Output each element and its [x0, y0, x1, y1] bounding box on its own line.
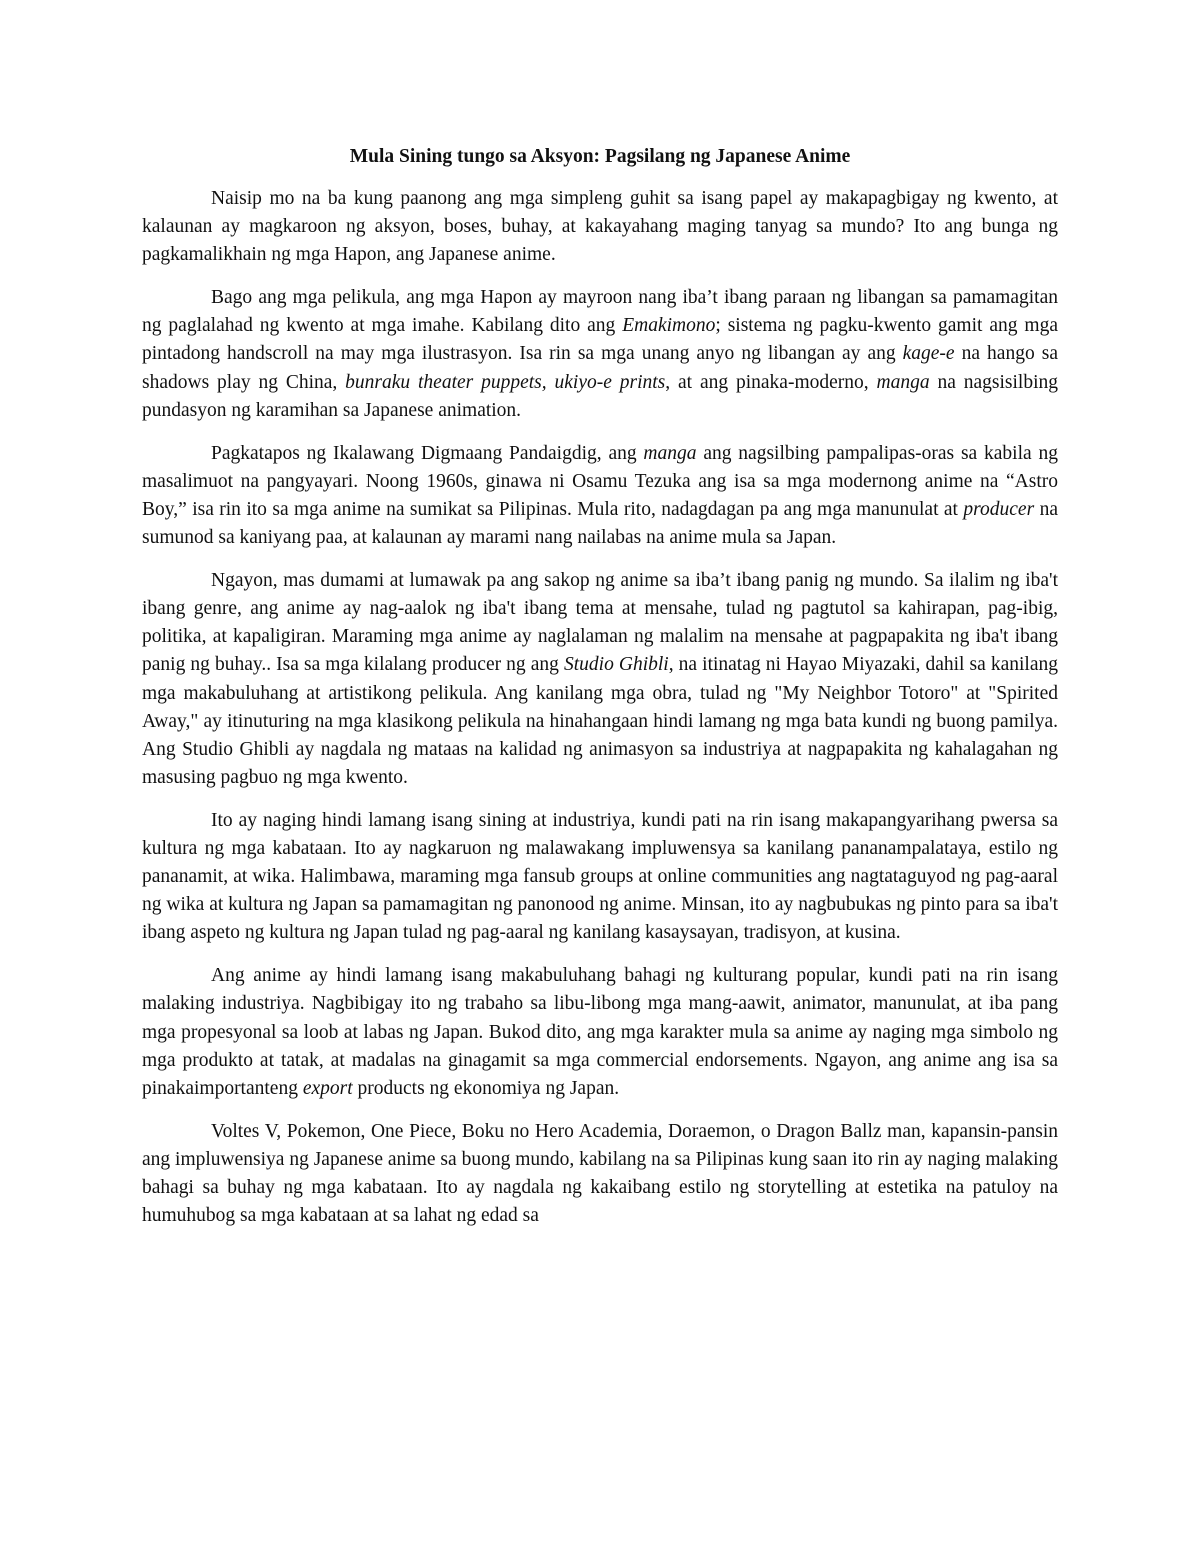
paragraph: [142, 567, 1058, 792]
italic-text: bunraku theater puppets, ukiyo-e prints: [345, 371, 666, 393]
paragraph: [142, 185, 1058, 269]
italic-text: Emakimono: [622, 315, 716, 337]
text-run: na sumunod sa kaniyang paa, at kalaunan ay marami nang nailabas na anime mula sa Japan.: [142, 498, 1058, 549]
italic-text: kage-e: [902, 343, 955, 365]
italic-text: manga: [876, 371, 930, 393]
text-run: ang nagsilbing pampalipas-oras sa kabila ng masalimuot na pangyayari. Noong 1960s, ginawa ni Osamu Tezuka ang isa sa mga modernong anime na “Astro Boy,” isa rin ito sa mga anime na sumikat sa Pilipinas. Mula rito, nadagdagan pa ang mga manunulat at: [142, 442, 1058, 520]
text-run: Ito ay naging hindi lamang isang sining at industriya, kundi pati na rin isang makapangyarihang pwersa sa kultura ng mga kabataan. Ito ay nagkaruon ng malawakang impluwensya sa kanilang pananampalataya, estilo ng pananamit, at wika. Halimbawa, maraming mga fansub groups at online communities ang nagtataguyod ng pag-aaral ng wika at kultura ng Japan sa pamamagitan ng panonood ng anime. Minsan, ito ay nagbubukas ng pinto para sa iba't ibang aspeto ng kultura ng Japan tulad ng pag-aaral ng kanilang kasaysayan, tradisyon, at kusina.: [142, 809, 1058, 944]
text-run: Ang anime ay hindi lamang isang makabuluhang bahagi ng kulturang popular, kundi pati na rin isang malaking industriya. Nagbibigay ito ng trabaho sa libu-libong mga mang-aawit, animator, manunulat, at iba pang mga propesyonal sa loob at labas ng Japan. Bukod dito, ang mga karakter mula sa anime ay naging mga simbolo ng mga produkto at tatak, at madalas na ginagamit sa mga commercial endorsements. Ngayon, ang anime ang isa sa pinakaimportanteng: [142, 965, 1058, 1099]
document-body: [142, 185, 1058, 1230]
text-run: , at ang pinaka-moderno,: [665, 371, 877, 393]
text-run: , na itinatag ni Hayao Miyazaki, dahil sa kanilang mga makabuluhang at artistikong pelikula. Ang kanilang mga obra, tulad ng "My Neighbor Totoro" at "Spirited Away," ay itinuturing na mga klasikong pelikula na hinahangaan hindi lamang ng mga bata kundi ng buong pamilya. Ang Studio Ghibli ay nagdala ng mataas na kalidad ng animasyon sa industriya at nagpapakita ng kahalagahan ng masusing pagbuo ng mga kwento.: [142, 654, 1059, 788]
text-run: Bago ang mga pelikula, ang mga Hapon ay mayroon nang iba’t ibang paraan ng libangan sa pamamagitan ng paglalahad ng kwento at mga imahe. Kabilang dito ang: [142, 287, 1058, 337]
text-run: Voltes V, Pokemon, One Piece, Boku no Hero Academia, Doraemon, o Dragon Ballz man, kapansin-pansin ang impluwensiya ng Japanese anime sa buong mundo, kabilang na sa Pilipinas kung saan ito rin ay naging malaking bahagi sa buhay ng mga kabataan. Ito ay nagdala ng kakaibang estilo ng storytelling at estetika na patuloy na humuhubog sa mga kabataan at sa lahat ng edad sa: [142, 1120, 1058, 1227]
paragraph: [142, 440, 1058, 552]
text-run: ; sistema ng pagku-kwento gamit ang mga pintadong handscroll na may mga ilustrasyon. Isa rin sa mga unang anyo ng libangan ay ang: [142, 315, 1058, 365]
text-run: na nagsisilbing pundasyon ng karamihan sa Japanese animation.: [142, 371, 1058, 421]
text-run: Pagkatapos ng Ikalawang Digmaang Pandaigdig, ang: [211, 442, 644, 464]
text-run: Naisip mo na ba kung paanong ang mga simpleng guhit sa isang papel ay makapagbigay ng kwento, at kalaunan ay magkaroon ng aksyon, boses, buhay, at kakayahang maging tanyag sa mundo? Ito ang bunga ng pagkamalikhain ng mga Hapon, ang Japanese anime.: [142, 188, 1058, 266]
paragraph: [142, 807, 1058, 947]
italic-text: manga: [643, 442, 697, 464]
document-title: Mula Sining tungo sa Aksyon: Pagsilang ng Japanese Anime: [349, 146, 851, 167]
paragraph: [142, 284, 1058, 424]
paragraph: [142, 962, 1058, 1102]
italic-text: export: [302, 1077, 353, 1099]
italic-text: producer: [963, 498, 1035, 520]
text-run: na hango sa shadows play ng China,: [142, 343, 1058, 393]
text-run: products ng ekonomiya ng Japan.: [352, 1077, 620, 1099]
text-run: Ngayon, mas dumami at lumawak pa ang sakop ng anime sa iba’t ibang panig ng mundo. Sa ilalim ng iba't ibang genre, ang anime ay nag-aalok ng iba't ibang tema at mensahe, tulad ng pagtutol sa kahirapan, pag-ibig, politika, at kapaligiran. Maraming mga anime ay naglalaman ng malalim na mensahe at pagpapakita ng iba't ibang panig ng buhay.. Isa sa mga kilalang producer ng ang: [142, 570, 1058, 676]
paragraph: [142, 1118, 1058, 1230]
italic-text: Studio Ghibli: [563, 654, 669, 676]
